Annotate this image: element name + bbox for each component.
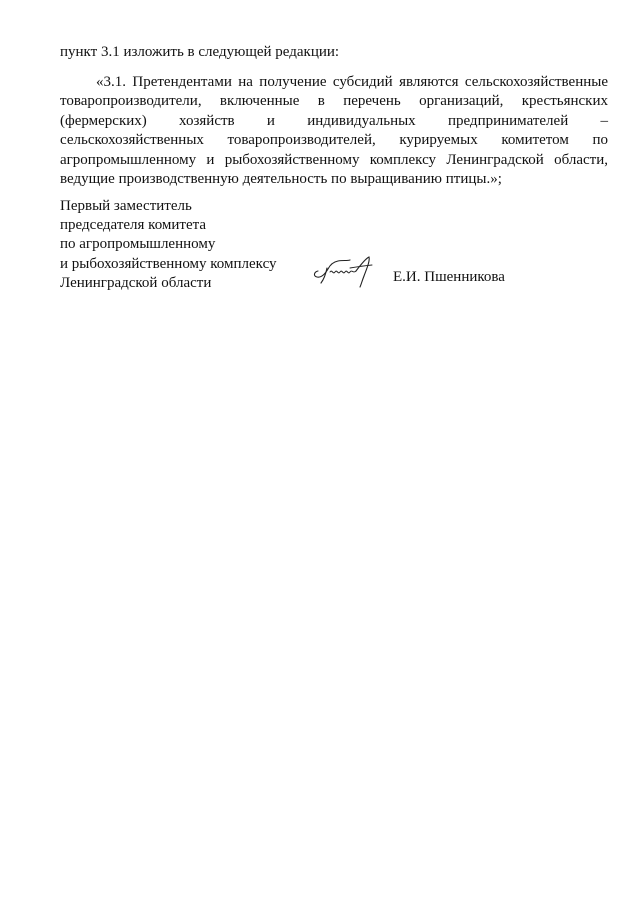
paragraph-line: сельскохозяйственных товаропроизводителей, курируемых комитетом по	[60, 132, 608, 149]
signatory-title-line: Первый заместитель	[60, 198, 192, 214]
paragraph-line: агропромышленному и рыбохозяйственному комплексу Ленинградской области,	[60, 151, 608, 168]
signatory-title-line: председателя комитета	[60, 217, 207, 234]
signatory-name: Е.И. Пшенникова	[393, 269, 505, 285]
paragraph-line: товаропроизводители, включенные в перечень организаций, крестьянских	[60, 93, 608, 110]
paragraph-line: (фермерских) хозяйств и индивидуальных предпринимателей –	[60, 112, 608, 129]
signatory-title-line: по агропромышленному	[60, 236, 216, 253]
handwritten-signature	[312, 254, 378, 290]
signatory-title	[60, 197, 277, 293]
signatory-title-line: Ленинградской области	[60, 274, 212, 291]
signatory-title-line: и рыбохозяйственному комплексу	[60, 255, 277, 272]
amendment-paragraph	[60, 73, 608, 189]
paragraph-line: «3.1. Претендентами на получение субсидий являются сельскохозяйственные	[96, 74, 608, 90]
intro-line: пункт 3.1 изложить в следующей редакции:	[60, 44, 340, 60]
paragraph-line: ведущие производственную деятельность по выращиванию птицы.»;	[60, 171, 502, 188]
